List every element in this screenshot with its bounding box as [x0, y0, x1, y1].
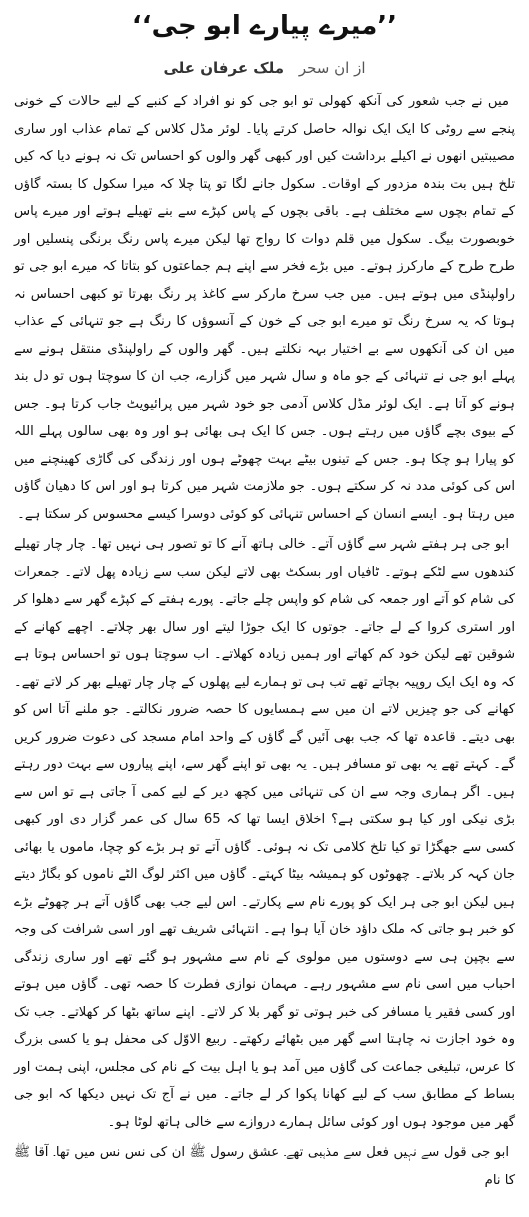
article-title: ’’میرے پیارے ابو جی‘‘ [131, 11, 398, 41]
byline-author: ملک عرفان علی [163, 59, 285, 77]
paragraph-3: ابو جی قول سے نہیں فعل سے مذہبی تھے۔ عشق رسول ﷺ ان کی نس نس میں تھا۔ آقا ﷺ کا نام [14, 1145, 515, 1188]
paragraph-1: میں نے جب شعور کی آنکھ کھولی تو ابو جی کو نو افراد کے کنبے کے لیے حالات کے خونی پنجے سے روٹی کا ایک ایک نوالہ حاصل کرتے پایا۔ لوئر مڈل کلاس کے تمام عذاب اور ساری مصیبتیں انھوں نے اکیلے برداشت کیں اور کبھی گھر والوں کو احساس تک نہ ہونے دیا کہ کیں تلخ ہیں بت بندہ مزدور کے اوقات۔ سکول جانے لگا تو پتا چلا کہ میرا سکول کا بستہ گاؤں کے تمام بچوں سے مختلف ہے۔ باقی بچوں کے پاس کپڑے سے بنے تھیلے ہوتے اور میرے پاس خوبصورت بیگ۔ سکول میں قلم دوات کا رواج تھا لیکن میرے پاس رنگ برنگی پنسلیں اور طرح طرح کے مارکرز ہوتے۔ میں بڑے فخر سے اپنے ہم جماعتوں کو بتاتا کہ میرے ابو جی تو راولپنڈی میں ہوتے ہیں۔ میں جب سرخ مارکر سے کاغذ پر رنگ بھرتا تو کبھی احساس نہ ہوتا کہ یہ سرخ رنگ تو میرے ابو جی کے خون کے آنسوؤں کا رنگ ہے جو تنہائی کے عذاب میں ان کی آنکھوں سے بے اختیار بہہ نکلتے ہیں۔ گھر والوں کے راولپنڈی منتقل ہونے سے پہلے ابو جی نے تنہائی کے جو ماہ و سال شہر میں گزارے، جب ان کا سوچتا ہوں تو دل بند ہونے کو آتا ہے۔ ایک لوئر مڈل کلاس آدمی جو خود شہر میں پرائیویٹ جاب کرتا ہو۔ جس کے بیوی بچے گاؤں میں رہتے ہوں۔ جس کا ایک ہی بھائی ہو اور وہ بھی سالوں پہلے اللہ کو پیارا ہو چکا ہو۔ جس کے تینوں بیٹے بہت چھوٹے ہوں اور زندگی کی گاڑی کھینچنے میں اس کی کوئی مدد نہ کر سکتے ہوں۔ جو ملازمت شہر میں کرتا ہو اور اس کا دھیان گاؤں میں رہتا ہو۔ ایسے انسان کے احساس تنہائی کو کوئی دوسرا کیسے محسوس کر سکتا ہے۔ [14, 94, 515, 522]
paragraph-2: ابو جی ہر ہفتے شہر سے گاؤں آتے۔ خالی ہاتھ آنے کا تو تصور ہی نہیں تھا۔ چار چار تھیلے کندھوں سے لٹکے ہوتے۔ ٹافیاں اور بسکٹ بھی لاتے لیکن سب سے زیادہ پھل لاتے۔ جمعرات کی شام کو آتے اور جمعہ کی شام کو واپس چلے جاتے۔ پورے ہفتے کے کپڑے گھر سے دھلوا کر اور استری کروا کے لے جاتے۔ جوتوں کا ایک جوڑا لیتے اور سال بھر چلاتے۔ اچھے کھانے کے شوقین تھے لیکن خود کم کھاتے اور ہمیں زیادہ کھلاتے۔ اب سوچتا ہوں تو احساس ہوتا ہے کہ وہ ایک ایک روپیہ بچاتے تھے تب ہی تو ہمارے لیے پھلوں کے چار چار تھیلے بھر کر لاتے تھے۔ کھانے کی جو چیزیں لاتے ان میں سے ہمسایوں کا حصہ ضرور نکالتے۔ جو ملنے آتا اس کو بھی دیتے۔ قاعدہ تھا کہ جب بھی آئیں گے گاؤں کے واحد امام مسجد کی دعوت ضرور کریں گے۔ کہتے تھے یہ بھی تو مسافر ہیں۔ یہ بھی تو اپنے گھر سے، اپنے پیاروں سے بہت دور رہتے ہیں۔ اگر ہماری وجہ سے ان کی تنہائی میں کچھ دیر کے لیے کمی آ جاتی ہے تو اس سے بڑی نیکی اور کیا ہو سکتی ہے؟ اخلاق ایسا تھا کہ 65 سال کی عمر گزار دی اور کبھی کسی سے جھگڑا تو کیا تلخ کلامی تک نہ ہوئی۔ گاؤں آتے تو ہر بڑے کو چچا، ماموں یا بھائی جان کہہ کر بلاتے۔ چھوٹوں کو ہمیشہ بیٹا کہتے۔ گاؤں میں اکثر لوگ الٹے ناموں کو بگاڑ دیتے ہیں لیکن ابو جی ہر ایک کو پورے نام سے پکارتے۔ اس لیے جب بھی گاؤں آتے ہر چھوٹے بڑے کو خبر ہو جاتی کہ ملک داؤد خان آیا ہوا ہے۔ انتہائی شریف تھے اور اسی شرافت کی وجہ سے بچپن ہی سے دوستوں میں مولوی کے نام سے مشہور ہو گئے تھے اور ساری زندگی احباب میں اسی نام سے مشہور رہے۔ مہمان نوازی فطرت کا حصہ تھی۔ گاؤں میں ہوتے اور کسی فقیر یا مسافر کی خبر ہوتی تو گھر بلا کر لاتے۔ اپنے ساتھ بٹھا کر کھلاتے۔ جب تک وہ خود اجازت نہ چاہتا اسے گھر میں بٹھائے رکھتے۔ ربیع الاوّل کی محفل ہو یا کسی بزرگ کا عرس، تبلیغی جماعت کی گاؤں میں آمد ہو یا اہل بیت کے نام کی مجلس، اپنی ہمت اور بساط کے مطابق سب کے لیے کھانا پکوا کر لے جاتے۔ میں نے آج تک نہیں دیکھا کہ ابو جی گھر میں موجود ہوں اور کوئی سائل ہمارے دروازے سے خالی ہاتھ لوٹا ہو۔ [14, 537, 515, 1130]
article-body [14, 88, 515, 1194]
byline-lead: از ان سحر [298, 59, 366, 77]
article-byline [14, 56, 515, 86]
